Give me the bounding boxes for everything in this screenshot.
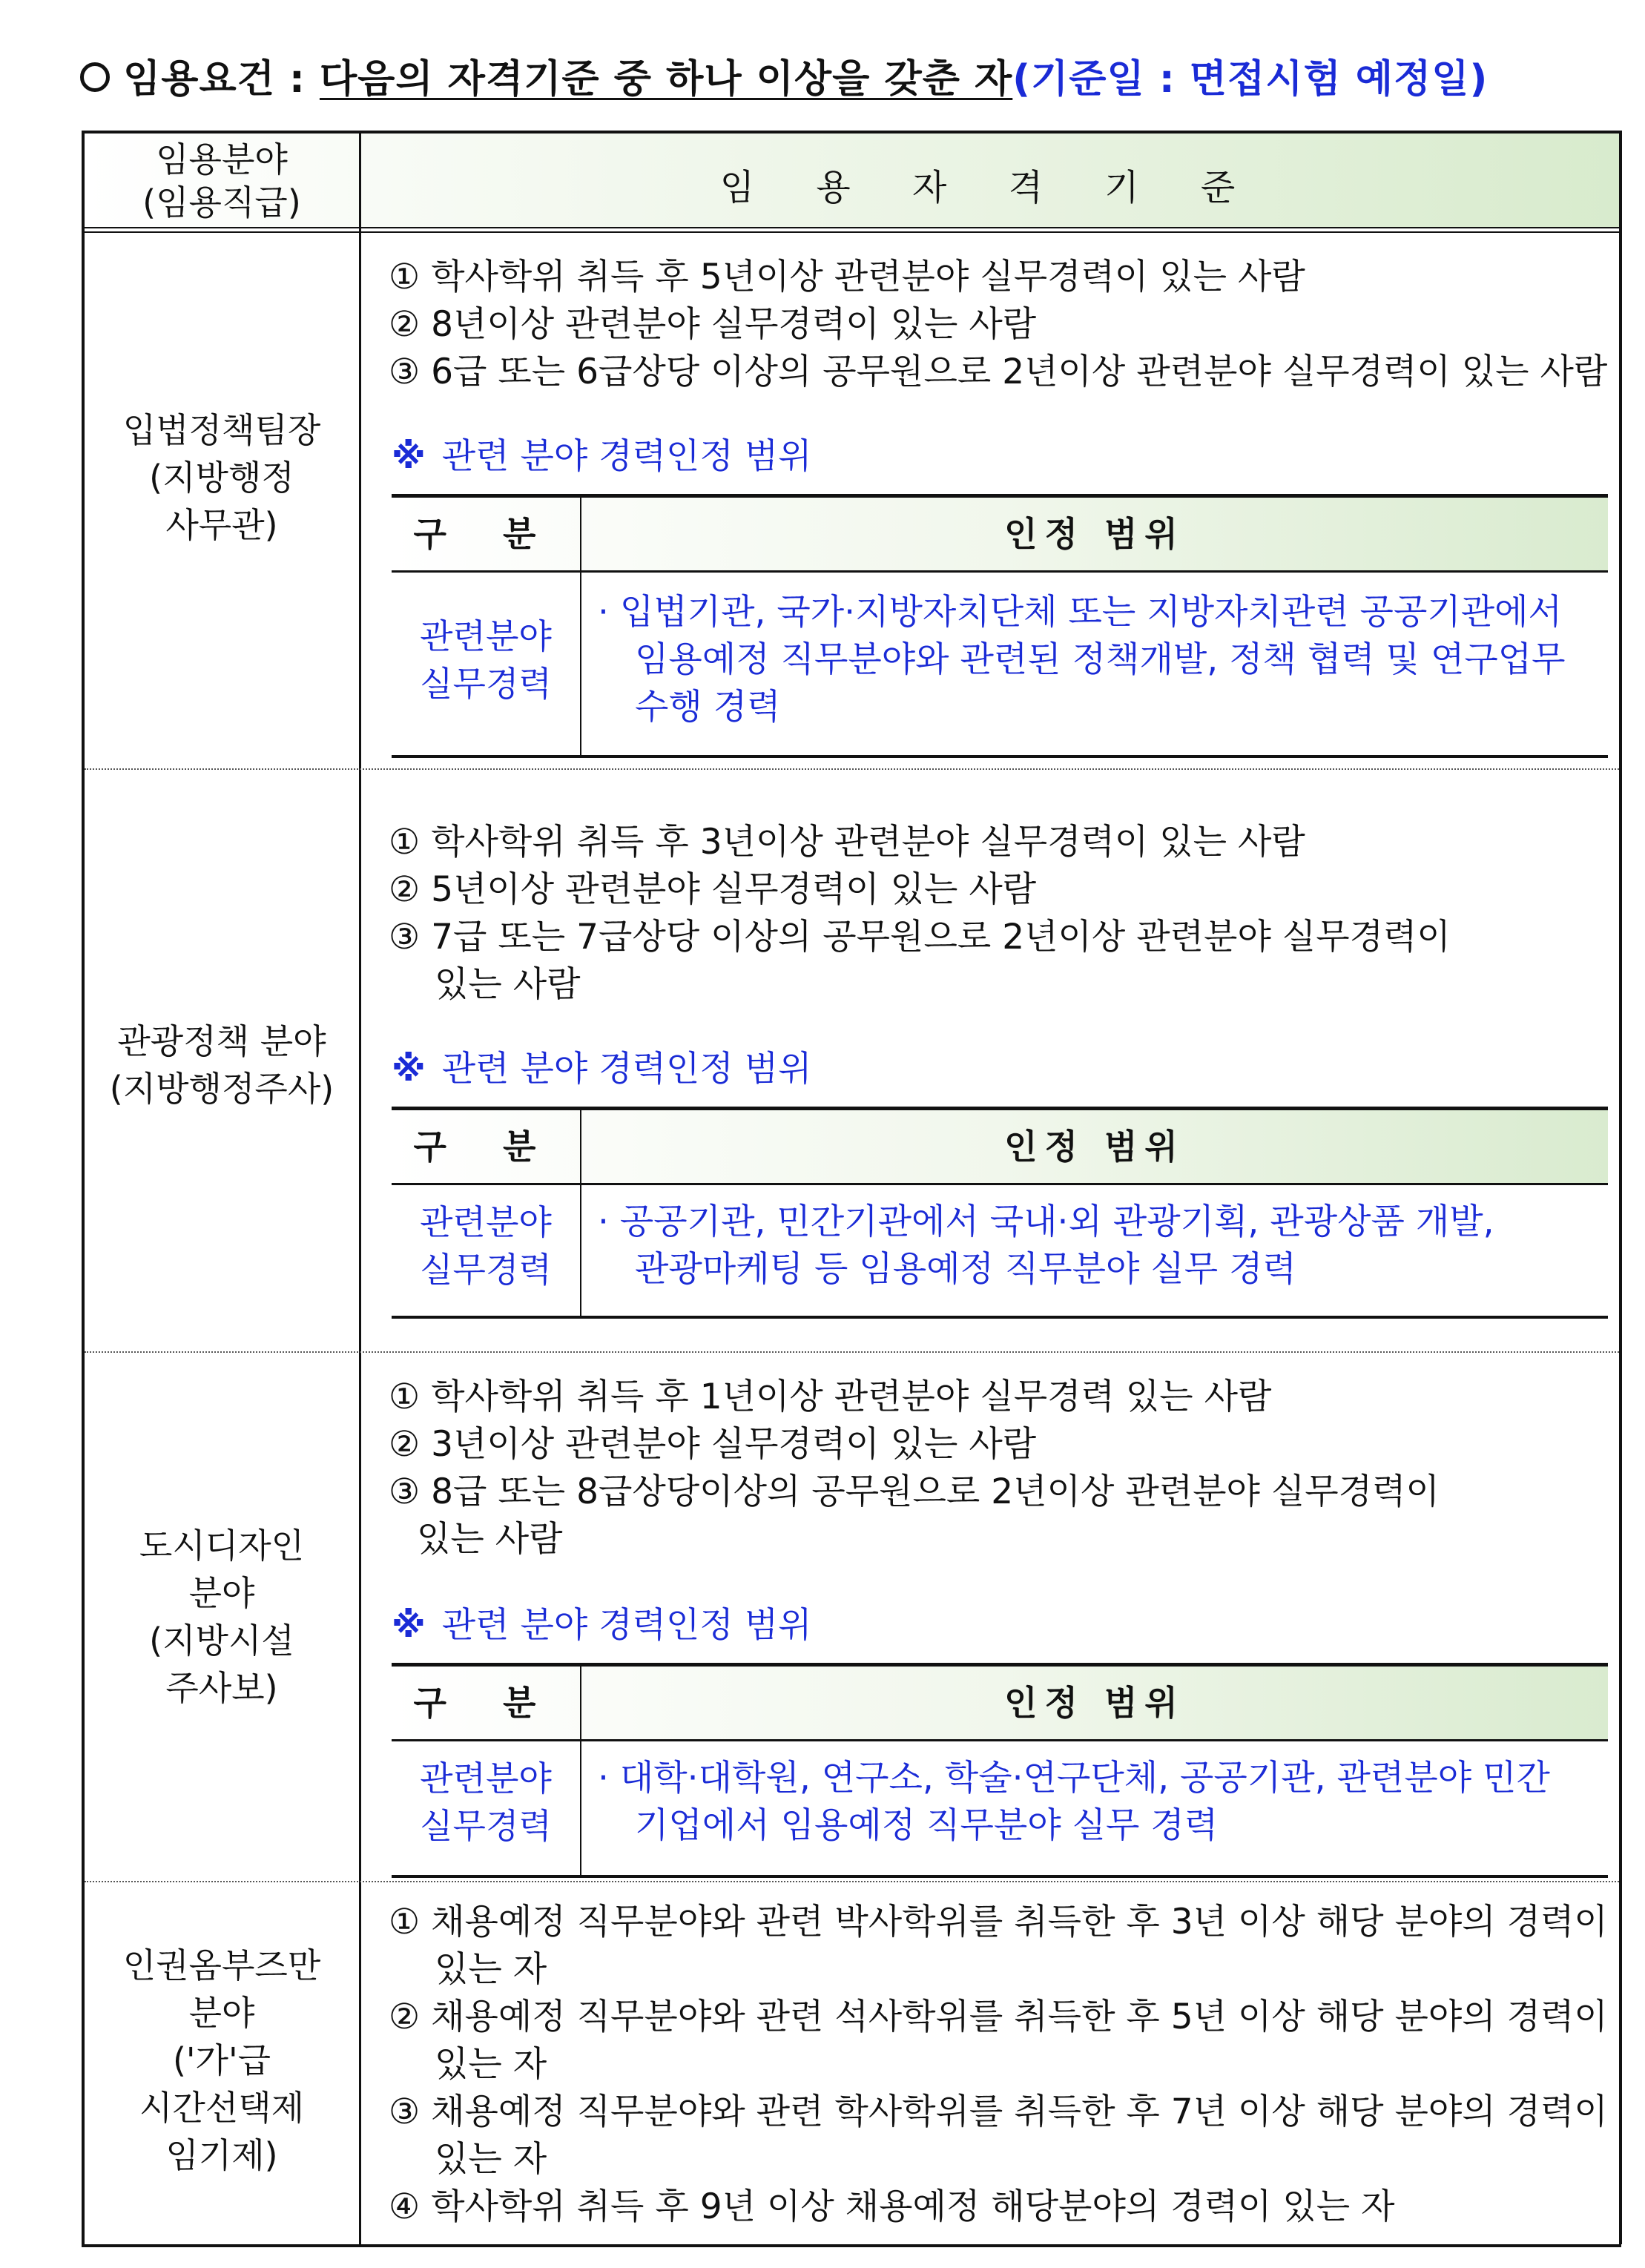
criteria-item: ③ 8급 또는 8급상당이상의 공무원으로 2년이상 관련분야 실무경력이 xyxy=(389,1471,1440,1512)
recognition-note-label: 관련 분야 경력인정 범위 xyxy=(441,1049,812,1090)
heading-reference-date: (기준일 : 면접시험 예정일) xyxy=(1012,57,1489,102)
criteria-item: 있는 자 xyxy=(435,2044,547,2085)
subtable-scope-line: · 공공기관, 민간기관에서 국내·외 관광기획, 관광상품 개발, xyxy=(598,1201,1494,1242)
row-criteria xyxy=(389,1899,1608,2231)
subtable-category xyxy=(392,613,580,708)
subtable-category xyxy=(392,1755,580,1850)
subtable-category-line: 관련분야 xyxy=(420,616,552,656)
category-line: 분야 xyxy=(188,1993,255,2033)
subtable-bottom-border xyxy=(392,755,1608,758)
subtable-scope-line: 수행 경력 xyxy=(635,687,781,728)
criteria-item: ① 채용예정 직무분야와 관련 박사학위를 취득한 후 3년 이상 해당 분야의 경력이 xyxy=(389,1902,1608,1942)
subtable-header-category: 구 분 xyxy=(413,1683,558,1723)
table-header-divider xyxy=(85,227,1619,233)
criteria-item: ② 3년이상 관련분야 실무경력이 있는 사람 xyxy=(389,1424,1037,1465)
subtable-divider xyxy=(580,1663,581,1875)
subtable-category-line: 실무경력 xyxy=(420,1806,552,1846)
row-separator xyxy=(85,768,1619,770)
heading-prefix: 임용요건 : xyxy=(123,57,306,102)
subtable-divider xyxy=(580,494,581,755)
header-field-rank: (임용직급) xyxy=(142,182,301,222)
criteria-item: ① 학사학위 취득 후 3년이상 관련분야 실무경력이 있는 사람 xyxy=(389,822,1305,863)
circle-bullet-icon xyxy=(80,62,110,92)
row-category xyxy=(85,1522,359,1712)
subtable-bottom-border xyxy=(392,1875,1608,1878)
recognition-subtable xyxy=(392,1663,1608,1878)
recognition-note-label: 관련 분야 경력인정 범위 xyxy=(441,436,812,477)
subtable-header-scope: 인정 범위 xyxy=(1004,1683,1185,1723)
recognition-note-label: 관련 분야 경력인정 범위 xyxy=(441,1605,812,1646)
category-line: 사무관) xyxy=(165,505,278,545)
criteria-item: ③ 7급 또는 7급상당 이상의 공무원으로 2년이상 관련분야 실무경력이 xyxy=(389,917,1451,957)
subtable-divider xyxy=(580,1107,581,1316)
recognition-note xyxy=(392,1598,812,1647)
criteria-item: ② 8년이상 관련분야 실무경력이 있는 사람 xyxy=(389,304,1037,345)
category-line: 도시디자인 xyxy=(139,1526,305,1566)
category-line: (지방행정주사) xyxy=(109,1069,334,1109)
row-category xyxy=(85,1018,359,1112)
row-criteria xyxy=(389,1374,1440,1563)
category-line: 입법정책팀장 xyxy=(122,410,321,450)
subtable-scope xyxy=(598,1199,1494,1293)
subtable-header-category: 구 분 xyxy=(413,1127,558,1167)
row-criteria xyxy=(389,819,1451,1009)
criteria-item: 있는 사람 xyxy=(435,964,581,1005)
table-right-border xyxy=(1619,131,1622,2244)
subtable-scope-line: 관광마케팅 등 임용예정 직무분야 실무 경력 xyxy=(635,1249,1296,1290)
subtable-header-category: 구 분 xyxy=(413,514,558,554)
subtable-scope xyxy=(598,589,1566,731)
subtable-header-scope: 인정 범위 xyxy=(1004,514,1185,554)
subtable-scope-line: · 입법기관, 국가·지방자치단체 또는 지방자치관련 공공기관에서 xyxy=(598,592,1562,633)
row-category xyxy=(85,406,359,549)
heading-underlined: 다음의 자격기준 중 하나 이상을 갖춘 자 xyxy=(319,57,1013,102)
category-line: 분야 xyxy=(188,1573,255,1613)
subtable-scope-line: 임용예정 직무분야와 관련된 정책개발, 정책 협력 및 연구업무 xyxy=(635,639,1566,680)
criteria-item: ② 5년이상 관련분야 실무경력이 있는 사람 xyxy=(389,869,1037,910)
criteria-item: ① 학사학위 취득 후 1년이상 관련분야 실무경력 있는 사람 xyxy=(389,1377,1272,1417)
header-field xyxy=(85,138,359,224)
recognition-note xyxy=(392,429,812,478)
category-line: 인권옴부즈만 xyxy=(122,1945,321,1985)
criteria-item: ① 학사학위 취득 후 5년이상 관련분야 실무경력이 있는 사람 xyxy=(389,257,1305,297)
row-criteria xyxy=(389,254,1607,396)
category-line: 임기제) xyxy=(165,2135,278,2175)
criteria-item: ③ 6급 또는 6급상당 이상의 공무원으로 2년이상 관련분야 실무경력이 있는 사람 xyxy=(389,352,1608,392)
criteria-item: ④ 학사학위 취득 후 9년 이상 채용예정 해당분야의 경력이 있는 자 xyxy=(389,2186,1395,2227)
page-heading xyxy=(80,47,1488,103)
subtable-category-line: 관련분야 xyxy=(420,1758,552,1799)
category-line: (지방행정 xyxy=(149,458,294,498)
category-line: 주사보) xyxy=(165,1668,278,1708)
category-line: ('가'급 xyxy=(172,2040,271,2080)
recognition-subtable xyxy=(392,494,1608,758)
subtable-category-line: 실무경력 xyxy=(420,1250,552,1290)
table-column-divider xyxy=(359,131,361,2244)
subtable-category xyxy=(392,1199,580,1293)
subtable-header-scope: 인정 범위 xyxy=(1004,1127,1185,1167)
reference-mark-icon: ※ xyxy=(392,1049,426,1090)
subtable-category-line: 관련분야 xyxy=(420,1202,552,1242)
subtable-scope xyxy=(598,1755,1550,1850)
row-separator xyxy=(85,1881,1619,1882)
category-line: 시간선택제 xyxy=(139,2088,305,2128)
criteria-item: 있는 자 xyxy=(435,2139,547,2180)
recognition-note xyxy=(392,1041,812,1091)
criteria-item: 있는 자 xyxy=(435,1949,547,1990)
subtable-category-line: 실무경력 xyxy=(420,664,552,704)
category-line: 관광정책 분야 xyxy=(117,1021,326,1061)
header-field-title: 임용분야 xyxy=(156,139,288,179)
subtable-scope-line: · 대학·대학원, 연구소, 학술·연구단체, 공공기관, 관련분야 민간 xyxy=(598,1758,1550,1799)
criteria-item: ③ 채용예정 직무분야와 관련 학사학위를 취득한 후 7년 이상 해당 분야의 경력이 xyxy=(389,2091,1608,2132)
criteria-item: ② 채용예정 직무분야와 관련 석사학위를 취득한 후 5년 이상 해당 분야의 경력이 xyxy=(389,1997,1608,2037)
criteria-item: 있는 사람 xyxy=(417,1519,563,1560)
subtable-scope-line: 기업에서 임용예정 직무분야 실무 경력 xyxy=(635,1805,1219,1846)
row-separator xyxy=(85,1351,1619,1353)
row-category xyxy=(85,1942,359,2179)
category-line: (지방시설 xyxy=(149,1621,294,1661)
header-criteria: 임 용 자 격 기 준 xyxy=(719,167,1261,208)
reference-mark-icon: ※ xyxy=(392,436,426,477)
recognition-subtable xyxy=(392,1107,1608,1319)
reference-mark-icon: ※ xyxy=(392,1605,426,1646)
subtable-bottom-border xyxy=(392,1316,1608,1319)
